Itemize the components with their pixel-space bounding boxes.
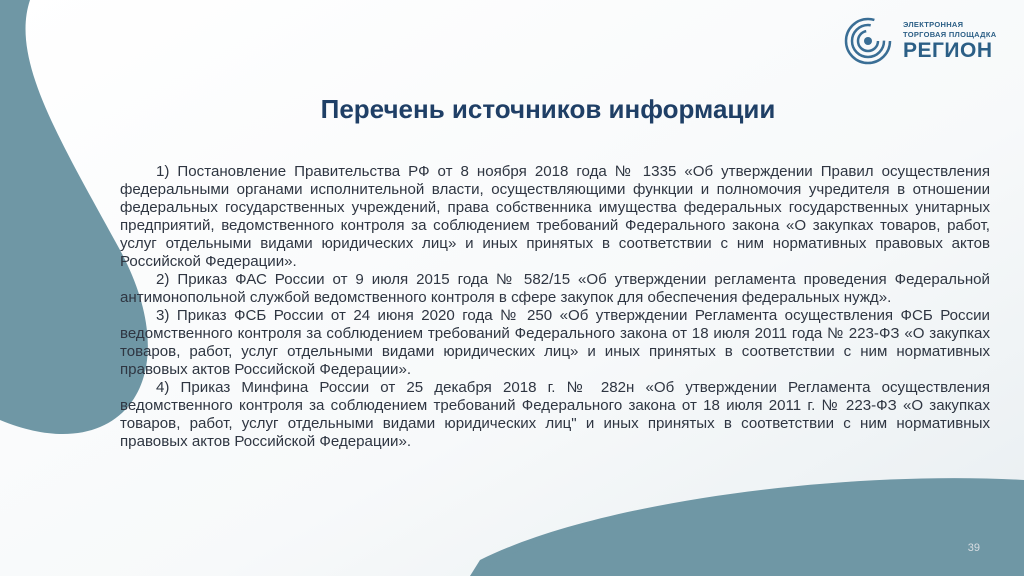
source-item-1: 1) Постановление Правительства РФ от 8 ноября 2018 года № 1335 «Об утверждении Правил осуществления федеральными органами исполнительной власти, осуществляющими функции и полномочия учредителя в отношении федеральных государственных учреждений, права собственника имущества федеральных государственных унитарных предприятий, ведомственного контроля за соблюдением требований Федерального закона «О закупках товаров, работ, услуг отдельными видами юридических лиц» и иных принятых в соответствии с ним нормативных правовых актов Российской Федерации».: [120, 163, 990, 270]
source-item-4: 4) Приказ Минфина России от 25 декабря 2018 г. № 282н «Об утверждении Регламента осуществления ведомственного контроля за соблюдением требований Федерального закона от 18 июля 2011 г. № 223-ФЗ «О закупках товаров, работ, услуг отдельными видами юридических лиц" и иных принятых в соответствии с ним нормативных правовых актов Российской Федерации».: [120, 379, 990, 450]
slide-title: Перечень источников информации: [320, 94, 776, 124]
logo-text-line1: ЭЛЕКТРОННАЯ: [903, 20, 964, 29]
region-logo: [843, 16, 1013, 66]
source-item-2: 2) Приказ ФАС России от 9 июля 2015 года № 582/15 «Об утверждении регламента проведения Федеральной антимонопольной службой ведомственного контроля в сфере закупок для обеспечения федеральных нужд».: [120, 271, 990, 306]
logo-text-line2: ТОРГОВАЯ ПЛОЩАДКА: [903, 30, 997, 39]
page-number: 39: [967, 542, 980, 554]
logo-brand-name: РЕГИОН: [903, 39, 993, 62]
sources-list: [120, 163, 990, 451]
region-logo-icon: [843, 16, 893, 66]
source-item-3: 3) Приказ ФСБ России от 24 июня 2020 года № 250 «Об утверждении Регламента осуществления ФСБ России ведомственного контроля за соблюдением требований Федерального закона от 18 июля 2011 года № 223-ФЗ «О закупках товаров, работ, услуг отдельными видами юридических лиц» и иных принятых в соответствии с ним нормативных правовых актов Российской Федерации».: [120, 307, 990, 378]
